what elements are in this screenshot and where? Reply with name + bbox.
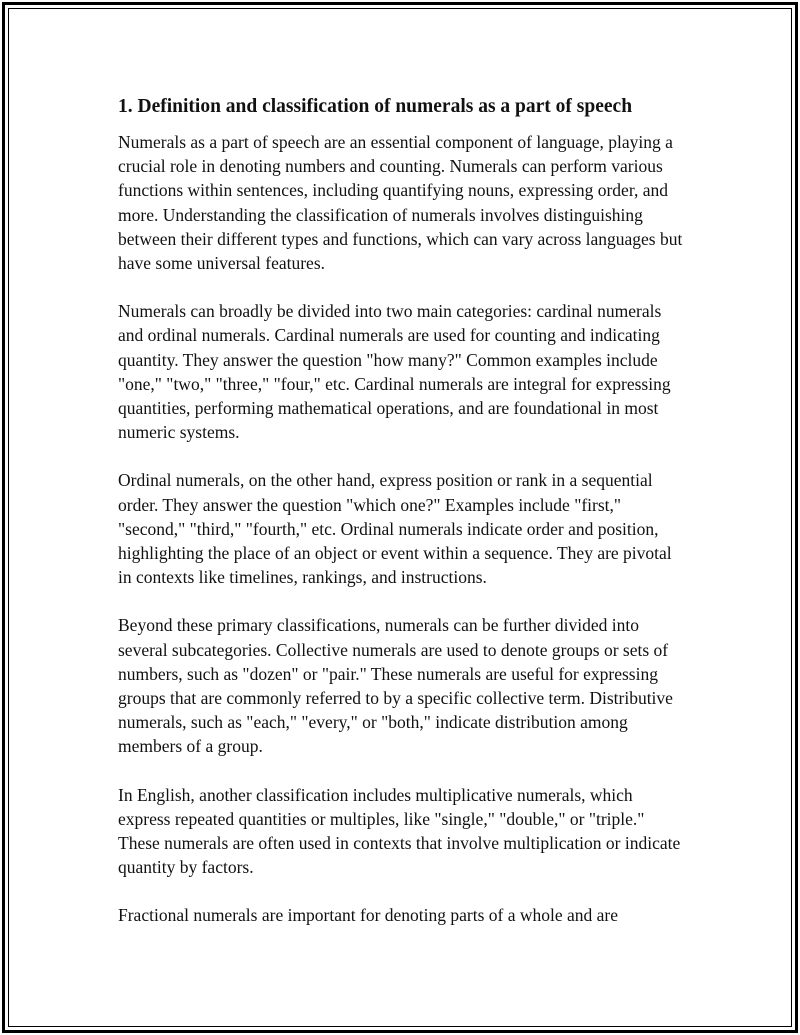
paragraph-subcategories: Beyond these primary classifications, numerals can be further divided into several subcategories. Collective numerals are used to denote groups or sets of numbers, such as "dozen" or "pair." These numerals are useful for expressing groups that are commonly referred to by a specific collective term. Distributive numerals, such as "each," "every," or "both," indicate distribution among members of a group. xyxy=(118,615,673,757)
document-body xyxy=(118,94,688,952)
paragraph-cardinal: Numerals can broadly be divided into two main categories: cardinal numerals and ordinal numerals. Cardinal numerals are used for counting and indicating quantity. They answer the question "how many?" Common examples include "one," "two," "three," "four," etc. Cardinal numerals are integral for expressing quantities, performing mathematical operations, and are foundational in most numeric systems. xyxy=(118,301,671,443)
paragraph-multiplicative: In English, another classification includes multiplicative numerals, which express repeated quantities or multiples, like "single," "double," or "triple." These numerals are often used in contexts that involve multiplication or indicate quantity by factors. xyxy=(118,784,681,878)
paragraph-fractional: Fractional numerals are important for denoting parts of a whole and are xyxy=(118,905,619,926)
paragraph-intro: Numerals as a part of speech are an essential component of language, playing a crucial role in denoting numbers and counting. Numerals can perform various functions within sentences, including quantifying nouns, expressing order, and more. Understanding the classification of numerals involves distinguishing between their different types and functions, which can vary across languages but have some universal features. xyxy=(118,132,683,274)
section-heading: 1. Definition and classification of numerals as a part of speech xyxy=(118,96,633,117)
paragraph-ordinal: Ordinal numerals, on the other hand, express position or rank in a sequential order. They answer the question "which one?" Examples include "first," "second," "third," "fourth," etc. Ordinal numerals indicate order and position, highlighting the place of an object or event within a sequence. They are pivotal in contexts like timelines, rankings, and instructions. xyxy=(118,470,672,588)
